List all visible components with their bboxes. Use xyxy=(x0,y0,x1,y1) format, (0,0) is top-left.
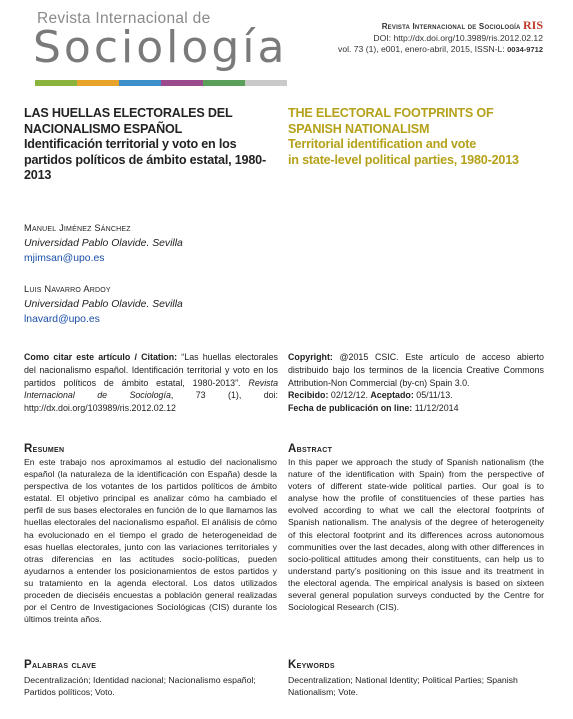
abstract-heading-rest: bstract xyxy=(296,443,333,455)
journal-abbrev: RIS xyxy=(522,18,543,32)
journal-line xyxy=(338,20,543,33)
citation-journal: Revista Internacional de Sociología xyxy=(24,377,278,401)
subtitle-en-line1: Territorial identification and vote xyxy=(288,137,476,151)
author-block xyxy=(24,282,183,327)
resumen-heading-cap: R xyxy=(24,443,33,455)
color-bar-segment xyxy=(119,80,161,86)
title-spanish xyxy=(24,106,284,184)
author-email[interactable]: lnavard@upo.es xyxy=(24,314,100,325)
keywords-en-heading-rest: eywords xyxy=(296,659,335,671)
citation-text: “Las huellas electorales del nacionalismo español. Identificación territorial y voto en los partidos políticos de ámbito estatal, 1980-2013”. xyxy=(24,352,278,388)
journal-masthead-title: Sociología xyxy=(33,22,288,73)
keywords-en-heading xyxy=(288,659,335,671)
author-name: Luis Navarro Ardoy xyxy=(24,284,111,294)
title-es-line2: NACIONALISMO ESPAÑOL xyxy=(24,121,183,136)
received-label: Recibido: xyxy=(288,390,329,401)
article-header-info xyxy=(338,20,543,56)
volume-line xyxy=(338,44,543,56)
keywords-en-text: Decentralization; National Identity; Political Parties; Spanish Nationalism; Vote. xyxy=(288,675,518,698)
author-name: Manuel Jiménez Sánchez xyxy=(24,223,131,233)
keywords-es-text: Decentralización; Identidad nacional; Nacionalismo español; Partidos políticos; Voto. xyxy=(24,675,256,698)
published-label: Fecha de publicación on line: xyxy=(288,403,413,414)
abstract-heading-cap: A xyxy=(288,443,297,455)
keywords-es-heading-cap: P xyxy=(24,659,32,671)
abstract-text: In this paper we approach the study of Spanish nationalism (the nature of the identification with Spain) from the perspective of voters of different state-wide political parties. Our goal is to analyse how the profile of constituencies of these parties has evolved according to what we call the electoral footprints of Spanish nationalism. The analysis of the degree of heterogeneity of this electoral footprint and its differences across autonomous communities over the last decades, along with other differences in socio-political attitudes among their constituents, can help us to understand party’s positioning on this issue and its treatment in the electoral agenda. The empirical analysis is based on sixteen several general population surveys conducted by the Centre for Sociological Research (CIS). xyxy=(288,457,544,613)
citation-label: Como citar este artículo / Citation: xyxy=(24,352,178,362)
author-affiliation: Universidad Pablo Olavide. Sevilla xyxy=(24,238,183,249)
color-bar-segment xyxy=(245,80,287,86)
keywords-es-heading-rest: alabras clave xyxy=(31,659,97,671)
journal-name: Revista Internacional de Sociología xyxy=(381,22,521,31)
received-date: 02/12/12. xyxy=(328,390,371,401)
abstract-heading xyxy=(288,443,332,455)
keywords-en-heading-cap: K xyxy=(288,659,297,671)
color-bar-segment xyxy=(161,80,203,86)
issn-number: 0034-9712 xyxy=(507,45,543,54)
title-en-line1: THE ELECTORAL FOOTPRINTS OF xyxy=(288,106,494,120)
journal-masthead-line1: Revista Internacional de xyxy=(37,10,211,27)
resumen-heading-rest: esumen xyxy=(32,443,65,455)
masthead-color-bar xyxy=(35,80,287,86)
color-bar-segment xyxy=(203,80,245,86)
accepted-label: Aceptado: xyxy=(370,390,414,401)
citation-doi: , 73 (1), doi: http://dx.doi.org/103989/ris.2012.02.12 xyxy=(24,390,279,414)
color-bar-segment xyxy=(77,80,119,86)
resumen-text: En este trabajo nos aproximamos al estudio del nacionalismo español (la naturaleza de la identificación con España) desde la perspectiva de los votantes de los partidos políticos de ámbito estatal. El objetivo principal es analizar cómo ha cambiado el perfil de sus bases electorales en función de lo que llamamos las huellas electorales del nacionalismo español. El análisis de cómo ha evolucionado en el tiempo el grado de heterogeneidad de esas huellas electorales, junto con las variaciones territoriales y otras diferencias en las actitudes socio-políticas, pueden ayudarnos a entender los posicionamientos de estos partidos y su tratamiento en la agenda electoral. Los datos utilizados proceden de dieciséis encuestas a población general realizadas por el Centro de Investigaciones Sociológicas (CIS) durante los últimos treinta años. xyxy=(24,457,277,625)
copyright-text: @2015 CSIC. Este artículo de acceso abierto distribuido bajo los terminos de la licencia Creative Commons Attribution-Non Commercial (by-cn) Spain 3.0. xyxy=(288,352,544,388)
title-es-line1: LAS HUELLAS ELECTORALES DEL xyxy=(24,106,233,120)
dates-line xyxy=(288,389,544,402)
author-email[interactable]: mjimsan@upo.es xyxy=(24,253,105,264)
published-date: 11/12/2014 xyxy=(412,403,459,414)
title-english xyxy=(288,106,548,168)
doi-line: DOI: http://dx.doi.org/10.3989/ris.2012.02.12 xyxy=(373,32,543,43)
volume-text: vol. 73 (1), e001, enero-abril, 2015, ISSN-L: xyxy=(338,44,508,54)
subtitle-en-line2: in state-level political parties, 1980-2013 xyxy=(288,152,519,167)
title-en-line2: SPANISH NATIONALISM xyxy=(288,121,430,136)
author-affiliation: Universidad Pablo Olavide. Sevilla xyxy=(24,299,183,310)
copyright-block xyxy=(288,351,544,415)
copyright-label: Copyright: xyxy=(288,352,333,362)
resumen-heading xyxy=(24,443,64,455)
citation-block xyxy=(24,351,278,415)
published-line xyxy=(288,402,544,415)
color-bar-segment xyxy=(35,80,77,86)
author-block xyxy=(24,221,183,266)
accepted-date: 05/11/13. xyxy=(413,390,453,401)
keywords-es-heading xyxy=(24,659,96,671)
copyright-text-block xyxy=(288,351,544,389)
subtitle-es: Identificación territorial y voto en los partidos políticos de ámbito estatal, 1980-2013 xyxy=(24,137,266,182)
